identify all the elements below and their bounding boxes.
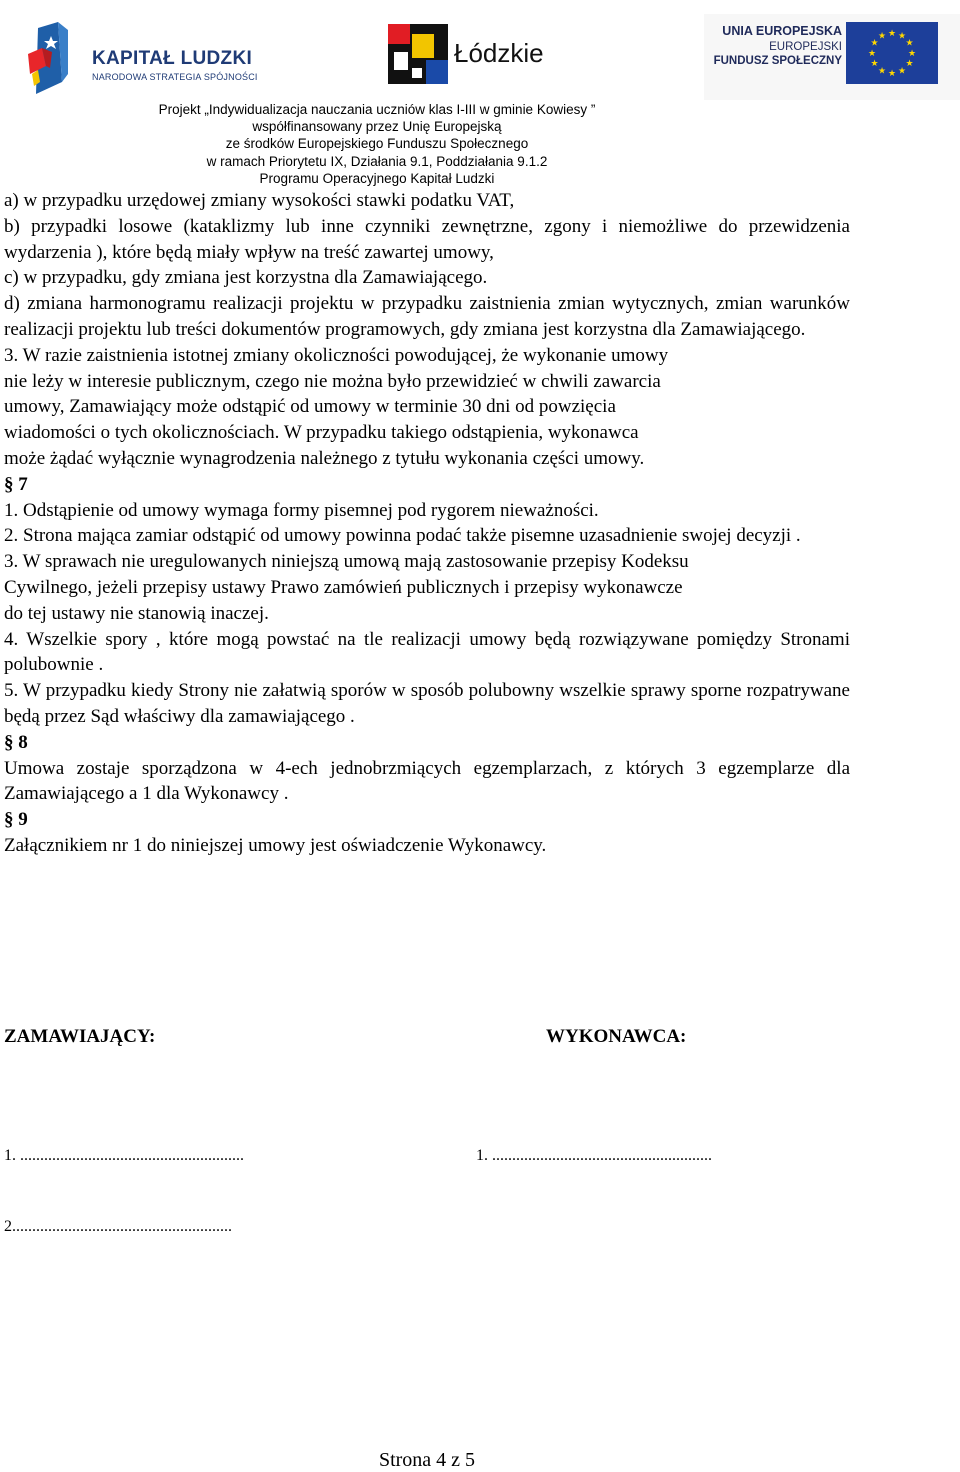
page-footer (0, 1449, 854, 1472)
section-7-point-5: 5. W przypadku kiedy Strony nie załatwią sporów w sposób polubowny wszelkie sprawy sporne rozpatrywane będą przez Sąd właściwy dla zamawiającego . (4, 680, 850, 727)
ordering-party-label: ZAMAWIAJĄCY: (4, 1026, 156, 1047)
section-7-point-2: 2. Strona mająca zamiar odstąpić od umowy powinna podać także pisemne uzasadnienie swojej decyzji . (4, 525, 801, 547)
lodzkie-logo (388, 24, 558, 94)
project-description (0, 101, 754, 187)
svg-text:★: ★ (887, 69, 897, 79)
project-line: Programu Operacyjnego Kapitał Ludzki (259, 170, 495, 186)
kapital-ludzki-subtitle: NARODOWA STRATEGIA SPÓJNOŚCI (92, 72, 258, 82)
kapital-ludzki-logo (24, 18, 264, 98)
eu-fund-line-1: EUROPEJSKI (769, 41, 842, 53)
svg-text:★: ★ (897, 66, 907, 77)
project-line: współfinansowany przez Unię Europejską (252, 119, 502, 135)
svg-text:★: ★ (897, 31, 907, 42)
ordering-party-signature-line-2: 2....................................................... (4, 1218, 232, 1235)
svg-text:★: ★ (905, 59, 914, 69)
section-7-point-4: 4. Wszelkie spory , które mogą powstać na tle realizacji umowy będą rozwiązywane pomiędzy Stronami polubownie . (4, 628, 850, 676)
section-7-point-3-line: Cywilnego, jeżeli przepisy ustawy Prawo zamówień publicznych i przepisy wykonawcze (4, 576, 683, 598)
signature-labels (4, 1026, 904, 1056)
paragraph-3-line: wiadomości o tych okolicznościach. W przypadku takiego odstąpienia, wykonawca (4, 422, 639, 444)
project-line: ze środków Europejskiego Funduszu Społecznego (225, 136, 529, 152)
svg-text:★: ★ (870, 59, 879, 69)
lodzkie-emblem-icon (388, 24, 448, 84)
paragraph-3-line: może żądać wyłącznie wynagrodzenia należnego z tytułu wykonania części umowy. (4, 447, 645, 469)
contractor-signature-line-1: 1. ....................................................... (476, 1147, 712, 1164)
section-9-text: Załącznikiem nr 1 do niniejszej umowy jest oświadczenie Wykonawcy. (4, 834, 547, 856)
page-number: Strona 4 z 5 (378, 1449, 476, 1471)
eu-name: UNIA EUROPEJSKA (722, 24, 842, 38)
clause-d: d) zmiana harmonogramu realizacji projektu w przypadku zaistnienia zmian wytycznych, zmian warunków realizacji projektu lub treści dokumentów programowych, gdy zmiana jest korzystna dla Zamawiającego. (4, 293, 850, 340)
project-line: w ramach Priorytetu IX, Działania 9.1, Poddziałania 9.1.2 (206, 153, 548, 169)
svg-text:★: ★ (877, 31, 887, 42)
paragraph-3-line: umowy, Zamawiający może odstąpić od umowy w terminie 30 dni od powzięcia (4, 396, 616, 418)
paragraph-3-line: 3. W razie zaistnienia istotnej zmiany okoliczności powodującej, że wykonanie umowy (4, 344, 669, 366)
svg-text:★: ★ (907, 49, 917, 59)
section-8-heading: § 8 (4, 731, 28, 753)
section-7-point-3-line: 3. W sprawach nie uregulowanych niniejszą umową mają zastosowanie przepisy Kodeksu (4, 551, 689, 573)
kapital-ludzki-name: KAPITAŁ LUDZKI (92, 48, 253, 69)
section-7-heading: § 7 (4, 473, 28, 495)
section-9-heading: § 9 (4, 809, 28, 831)
svg-text:★: ★ (887, 29, 897, 39)
svg-text:★: ★ (870, 38, 879, 49)
ordering-party-signature-line-1: 1. ........................................................ (4, 1147, 244, 1164)
svg-text:★: ★ (867, 49, 877, 59)
paragraph-3-line: nie leży w interesie publicznym, czego nie można było przewidzieć w chwili zawarcia (4, 370, 661, 392)
clause-b: b) przypadki losowe (kataklizmy lub inne czynniki zewnętrzne, zgony i niemożliwe do przewidzenia wydarzenia ), które będą miały wpływ na treść zawartej umowy, (4, 215, 850, 263)
clause-c: c) w przypadku, gdy zmiana jest korzystna dla Zamawiającego. (4, 267, 488, 289)
section-7-point-1: 1. Odstąpienie od umowy wymaga formy pisemnej pod rygorem nieważności. (4, 499, 599, 521)
project-line: Projekt „Indywidualizacja nauczania uczniów klas I-III w gminie Kowiesy ” (158, 102, 596, 117)
header-logos (0, 14, 960, 100)
contractor-label: WYKONAWCA: (546, 1026, 687, 1047)
section-7-point-3-line: do tej ustawy nie stanowią inaczej. (4, 602, 269, 624)
section-8-text: Umowa zostaje sporządzona w 4-ech jednobrzmiących egzemplarzach, z których 3 egzemplarze dla Zamawiającego a 1 dla Wykonawcy . (4, 757, 850, 805)
svg-text:★: ★ (905, 38, 914, 49)
lodzkie-name: Łódzkie (454, 38, 544, 68)
clause-a: a) w przypadku urzędowej zmiany wysokości stawki podatku VAT, (4, 190, 515, 211)
european-union-logo (704, 14, 960, 100)
contract-body (4, 188, 850, 859)
eu-flag-icon (846, 22, 938, 84)
kapital-ludzki-emblem-icon (24, 18, 88, 98)
eu-fund-line-2: FUNDUSZ SPOŁECZNY (713, 55, 842, 67)
svg-text:★: ★ (877, 66, 887, 77)
